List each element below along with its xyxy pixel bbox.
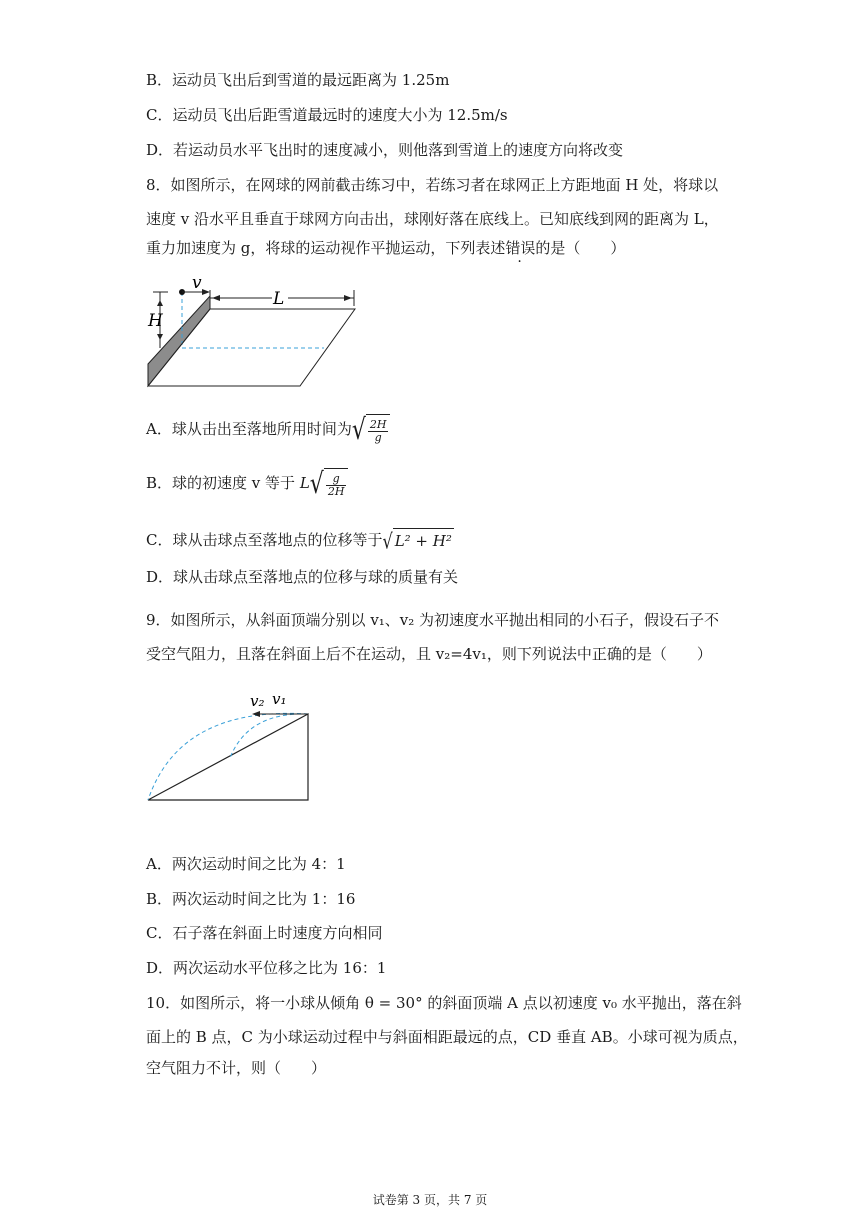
q10-stem-line2: 面上的 B 点，C 为小球运动过程中与斜面相距最远的点，CD 垂直 AB。小球可视为质点， bbox=[146, 1028, 748, 1046]
q8-option-b: B．球的初速度 v 等于 L√ $\frac{g}{2H}$ bbox=[146, 468, 348, 500]
q9-option-d: D．两次运动水平位移之比为 16：1 bbox=[146, 959, 387, 977]
fig-label-v1: v₁ bbox=[272, 690, 287, 708]
page-footer: 试卷第 3 页，共 7 页 bbox=[372, 1193, 488, 1207]
q8-stem-line3: 重力加速度为 g，将球的运动视作平抛运动，下列表述错误的是（ ） bbox=[146, 239, 626, 257]
q9-stem-line1: 9．如图所示，从斜面顶端分别以 v₁、v₂ 为初速度水平抛出相同的小石子，假设石子不 bbox=[146, 611, 720, 629]
q10-stem-line3: 空气阻力不计，则（ ） bbox=[146, 1059, 327, 1077]
q7-option-b: B．运动员飞出后到雪道的最远距离为 1.25m bbox=[146, 71, 450, 89]
q8-stem-line1: 8．如图所示，在网球的网前截击练习中，若练习者在球网正上方距地面 H 处，将球以 bbox=[146, 176, 719, 194]
q8-tennis-court-figure bbox=[140, 276, 370, 394]
q8-stem-line2: 速度 v 沿水平且垂直于球网方向击出，球刚好落在底线上。已知底线到网的距离为 L， bbox=[146, 210, 719, 228]
q7-option-d: D．若运动员水平飞出时的速度减小，则他落到雪道上的速度方向将改变 bbox=[146, 141, 624, 159]
q9-option-b: B．两次运动时间之比为 1：16 bbox=[146, 890, 356, 908]
q9-stem-line2: 受空气阻力，且落在斜面上后不在运动，且 v₂=4v₁，则下列说法中正确的是（ ） bbox=[146, 645, 712, 663]
q9-option-a: A．两次运动时间之比为 4：1 bbox=[146, 855, 346, 873]
q8-option-a: A．球从击出至落地所用时间为√ $\frac{2H}{g}$ bbox=[146, 414, 390, 446]
q8-option-d: D．球从击球点至落地点的位移与球的质量有关 bbox=[146, 568, 459, 586]
q7-option-c: C．运动员飞出后距雪道最远时的速度大小为 12.5m/s bbox=[146, 106, 508, 124]
q8-option-c: C．球从击球点至落地点的位移等于√ L² + H² bbox=[146, 529, 452, 554]
q10-stem-line1: 10．如图所示，将一小球从倾角 θ = 30° 的斜面顶端 A 点以初速度 v₀ 水平抛出，落在斜 bbox=[146, 994, 742, 1012]
fig-label-v: v bbox=[192, 276, 202, 293]
q9-incline-figure bbox=[140, 686, 320, 804]
fig-label-v2: v₂ bbox=[250, 692, 265, 710]
fig-label-H: H bbox=[148, 311, 163, 331]
fig-label-L: L bbox=[273, 289, 285, 309]
q9-option-c: C．石子落在斜面上时速度方向相同 bbox=[146, 924, 383, 942]
emphasis-word: 错误 bbox=[505, 239, 536, 257]
